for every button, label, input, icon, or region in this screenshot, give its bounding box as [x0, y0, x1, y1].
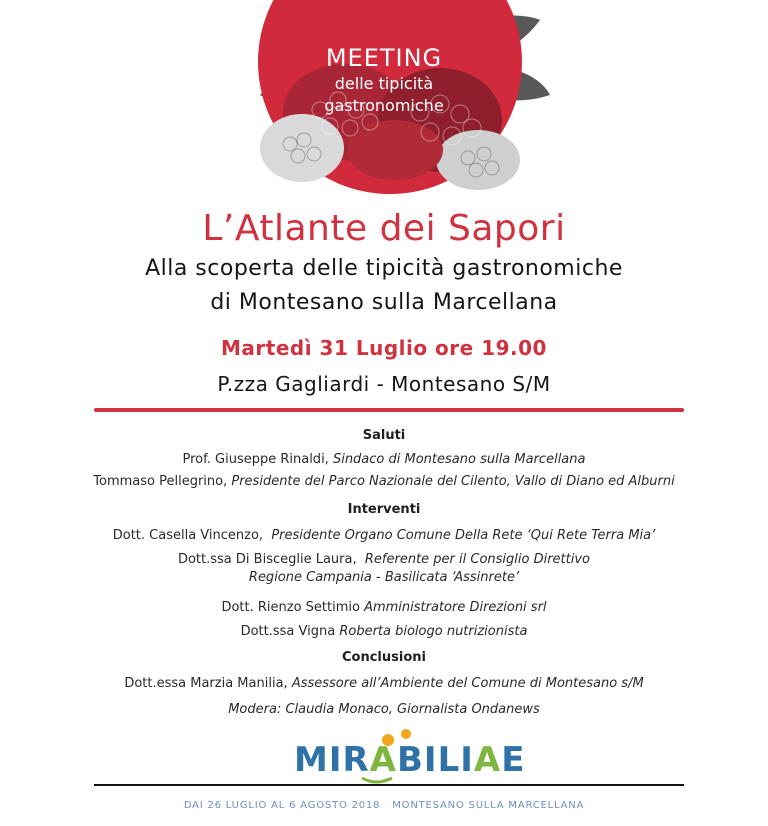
- red-divider: [94, 408, 684, 412]
- program-line: [0, 570, 768, 585]
- speaker-role: Roberta biologo nutrizionista: [339, 624, 528, 639]
- logo-part: MIR: [294, 740, 370, 780]
- moderator-line: Modera: Claudia Monaco, Giornalista Ondanews: [228, 702, 540, 717]
- speaker-role: Referente per il Consiglio Direttivo: [364, 552, 591, 567]
- speaker-name: Tommaso Pellegrino,: [93, 474, 228, 489]
- event-date: Martedì 31 Luglio ore 19.00: [221, 336, 547, 360]
- logo-part: E: [501, 740, 526, 780]
- section-heading-conclusioni: Conclusioni: [342, 650, 426, 665]
- meeting-title: MEETING: [325, 44, 443, 72]
- speaker-role: Presidente Organo Comune Della Rete ‘Qui Rete Terra Mia’: [271, 528, 656, 543]
- program-line: [0, 552, 768, 567]
- meeting-subtitle-line1: delle tipicità: [334, 74, 434, 93]
- program-line: [0, 528, 768, 543]
- section-heading-interventi: Interventi: [347, 502, 421, 517]
- logo-part: BILI: [397, 740, 474, 780]
- logo-part: A: [369, 740, 397, 780]
- speaker-name: Dott.ssa Di Bisceglie Laura,: [177, 552, 357, 567]
- speaker-name: Dott.ssa Vigna: [240, 624, 336, 639]
- speaker-name: Dott.essa Marzia Manilia,: [124, 676, 288, 691]
- black-divider: [94, 784, 684, 786]
- program-line: [0, 600, 768, 615]
- program-line: [0, 624, 768, 639]
- logo-part: A: [473, 740, 502, 780]
- footer-dates: DAI 26 LUGLIO AL 6 AGOSTO 2018: [183, 800, 381, 811]
- speaker-name: Dott. Casella Vincenzo,: [112, 528, 264, 543]
- footer-location: MONTESANO SULLA MARCELLANA: [392, 800, 585, 811]
- event-title: L’Atlante dei Sapori: [202, 208, 566, 249]
- program-line: [0, 474, 768, 489]
- speaker-name: Prof. Giuseppe Rinaldi,: [182, 452, 329, 467]
- mirabiliae-logo: [288, 728, 526, 784]
- speaker-role: Amministratore Direzioni srl: [364, 600, 547, 615]
- program-line: [0, 452, 768, 467]
- program-line: [0, 676, 768, 691]
- footer: [0, 800, 768, 811]
- speaker-role: Assessore all’Ambiente del Comune di Montesano s/M: [291, 676, 644, 691]
- program-line: [0, 702, 768, 717]
- section-heading-saluti: Saluti: [362, 428, 406, 443]
- speaker-name: Dott. Rienzo Settimio: [221, 600, 360, 615]
- speaker-role: Sindaco di Montesano sulla Marcellana: [332, 452, 586, 467]
- event-place: P.zza Gagliardi - Montesano S/M: [217, 372, 551, 396]
- event-subtitle-line1: Alla scoperta delle tipicità gastronomiche: [145, 256, 623, 281]
- speaker-role: Presidente del Parco Nazionale del Cilento, Vallo di Diano ed Alburni: [231, 474, 675, 489]
- event-subtitle-line2: di Montesano sulla Marcellana: [210, 290, 558, 315]
- meeting-subtitle-line2: gastronomiche: [324, 96, 444, 115]
- speaker-role: Regione Campania - Basilicata ‘Assinrete’: [248, 570, 520, 585]
